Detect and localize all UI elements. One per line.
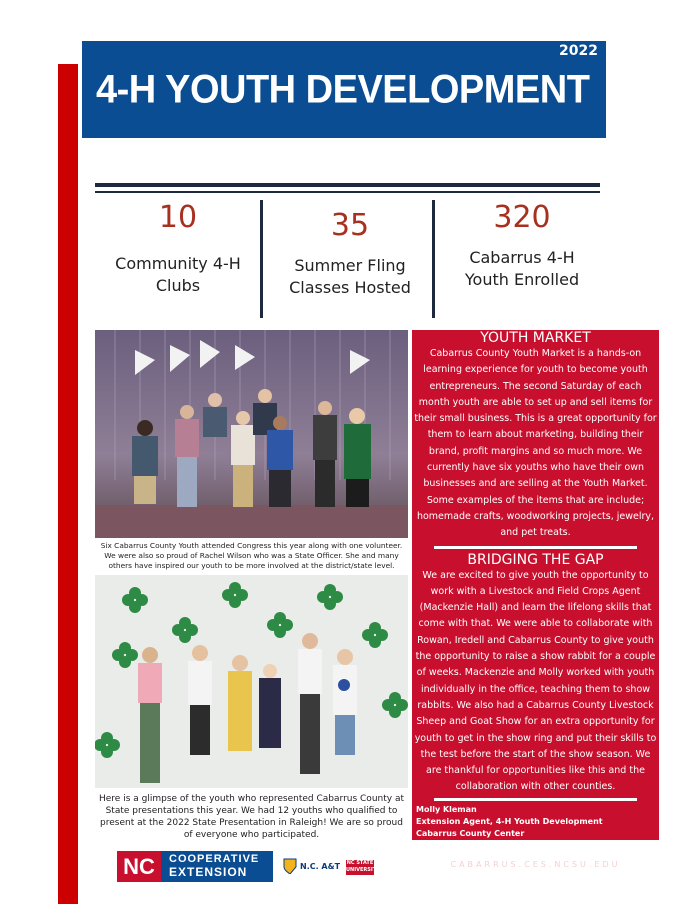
- stat-label-line2: Classes Hosted: [289, 278, 411, 297]
- stat-separator: [260, 200, 263, 318]
- coop-line1: COOPERATIVE: [169, 853, 260, 865]
- contact-name: Molly Kleman: [416, 804, 477, 814]
- bridging-gap-text: We are excited to give youth the opportunity to work with a Livestock and Field Crops Agent (Mackenzie Hall) and learn the lifelong skills that come with that. We were able to collaborate with Rowan, Iredell and Cabarrus County to give youth the opportunity to raise a show rabbit for a couple of weeks. Mackenzie and Molly worked with youth individually in the office, teaching them to show rabbits. We also had a Cabarrus County Livestock Sheep and Goat Show for an extra opportunity for youth to get in the show ring and put their skills to the test before the start of the show season. We are thankful for opportunities like this and the collaboration with other counties.: [414, 569, 657, 793]
- congress-photo: [95, 330, 408, 538]
- stat-clubs: [93, 200, 263, 297]
- contact-email[interactable]: molly_kleman@ncsu.edu: [416, 840, 527, 850]
- title-banner: [82, 41, 606, 138]
- presentation-caption: Here is a glimpse of the youth who represented Cabarrus County at State presentations this year. We had 12 youths who qualified to present at the 2022 State Presentation in Raleigh! We are so proud of everyone who participated.: [99, 794, 404, 840]
- ncstate-logo: [346, 860, 380, 875]
- stat-separator: [432, 200, 435, 318]
- website-link[interactable]: CABARRUS.CES.NCSU.EDU: [450, 859, 621, 869]
- nc-cooperative-extension-logo: [117, 851, 273, 882]
- panel-divider: [434, 798, 637, 801]
- stat-label-line1: Community 4-H: [115, 254, 241, 273]
- stat-label-line1: Cabarrus 4-H: [469, 248, 575, 267]
- contact-title: Extension Agent, 4-H Youth Development: [416, 816, 603, 826]
- divider-thin: [95, 191, 600, 193]
- panel-divider: [434, 546, 637, 549]
- contact-block: [412, 804, 659, 852]
- divider-thick: [95, 183, 600, 187]
- nc-mark: NC: [117, 851, 161, 882]
- stat-label-line2: Youth Enrolled: [464, 270, 580, 289]
- ncat-shield-icon: [283, 858, 297, 874]
- stat-classes: [265, 200, 435, 299]
- stat-label-line2: Clubs: [155, 276, 201, 295]
- coop-line2: EXTENSION: [169, 865, 248, 879]
- coop-extension-wordmark: [161, 851, 273, 882]
- ncat-label: N.C. A&T: [300, 861, 341, 871]
- ncstate-line1: NC STATE: [346, 860, 374, 866]
- presentation-photo: [95, 575, 408, 788]
- info-panel: [412, 330, 659, 869]
- bridging-gap-heading: BRIDGING THE GAP: [467, 551, 604, 568]
- contact-center: Cabarrus County Center: [416, 828, 525, 838]
- youth-market-heading: YOUTH MARKET: [480, 330, 591, 346]
- page-title: 4-H YOUTH DEVELOPMENT: [96, 67, 590, 113]
- stat-value: 10: [158, 200, 198, 235]
- accent-bar: [58, 64, 78, 904]
- congress-caption: Six Cabarrus County Youth attended Congress this year along with one volunteer. We were also so proud of Rachel Wilson who was a State Officer. She and many others have inspired our youth to be more involved at the district/state level.: [100, 541, 403, 570]
- report-year: 2022: [559, 43, 598, 59]
- stat-label-line1: Summer Fling: [294, 256, 406, 275]
- stat-value: 320: [493, 200, 551, 235]
- youth-market-text: Cabarrus County Youth Market is a hands-on learning experience for youth to become youth entrepreneurs. The second Saturday of each month youth are able to set up and sell items for their small business. This is a great opportunity for them to learn about marketing, building their brand, profit margins and so much more. We currently have six youths who have their own businesses and are selling at the Youth Market. Some examples of the items that are include; homemade crafts, woodworking projects, jewelry, and pet treats.: [414, 348, 657, 539]
- ncstate-line2: UNIVERSITY: [346, 867, 380, 873]
- stat-enrolled: [437, 200, 607, 291]
- ncat-logo: [283, 858, 340, 874]
- stat-value: 35: [330, 208, 370, 243]
